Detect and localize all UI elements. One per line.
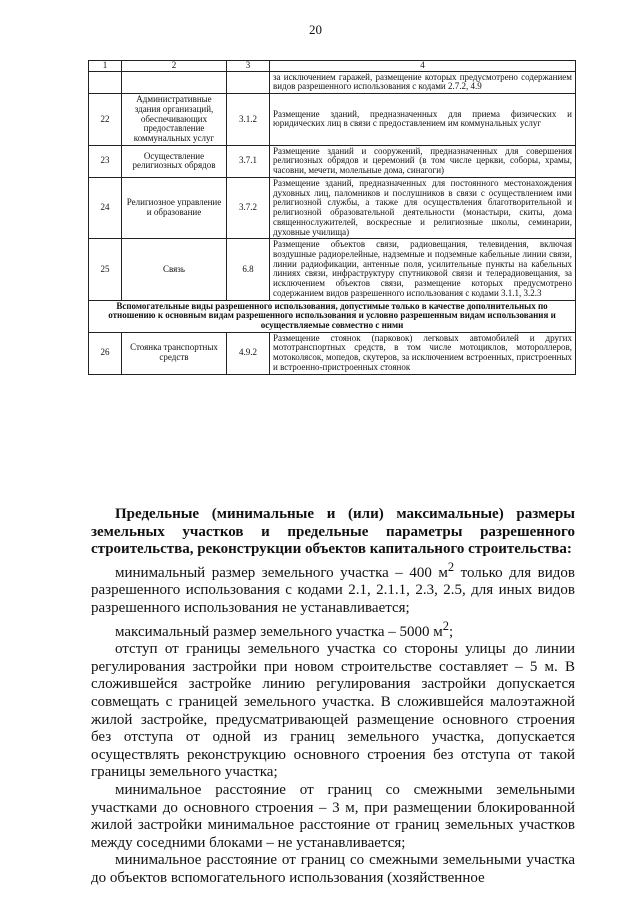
- paragraph-min-size: [91, 559, 575, 618]
- section-heading: Предельные (минимальные и (или) максимальные) размеры земельных участков и предельные параметры разрешенного строительства, реконструкции объектов капитального строительства:: [91, 506, 575, 558]
- paragraph-max-size-rest: ;: [449, 623, 454, 640]
- superscript: 2: [442, 618, 450, 633]
- use-type-code: [227, 71, 270, 93]
- table-row: [89, 94, 576, 146]
- table-header-row: [89, 61, 576, 72]
- paragraph-min-size-rest: только для видов разрешенного использования с кодами 2.1, 2.1.1, 2.3, 2.5, для иных видов разрешенного использования не устанавливается;: [91, 564, 575, 616]
- row-number: 22: [89, 94, 122, 146]
- aux-heading-row: [89, 300, 576, 332]
- paragraph-min-size-text: минимальный размер земельного участка – 400 м: [115, 564, 448, 581]
- use-type-name: Религиозное управление и образование: [122, 177, 227, 238]
- use-type-code: 6.8: [227, 239, 270, 300]
- header-cell-3: 3: [227, 61, 270, 72]
- land-use-table: [88, 60, 576, 375]
- use-type-code: 3.7.2: [227, 177, 270, 238]
- use-type-name: Стоянка транспортных средств: [122, 332, 227, 374]
- use-type-code: 3.1.2: [227, 94, 270, 146]
- use-type-name: [122, 71, 227, 93]
- header-cell-2: 2: [122, 61, 227, 72]
- use-type-name: Осуществление религиозных обрядов: [122, 145, 227, 177]
- row-number: [89, 71, 122, 93]
- superscript: 2: [447, 559, 455, 574]
- header-cell-4: 4: [270, 61, 576, 72]
- page-number: 20: [309, 22, 322, 37]
- use-type-description: Размещение зданий, предназначенных для постоянного местонахождения духовных лиц, паломников и послушников в связи с осуществлением ими религиозной службы, а также для осуществления благотворительной и религиозной образовательной деятельности (монастыри, скиты, дома священнослужителей, воскресные и религиозные школы, семинарии, духовные училища): [270, 177, 576, 238]
- use-type-description: за исключением гаражей, размещение которых предусмотрено содержанием видов разрешенного использования с кодами 2.7.2, 4.9: [270, 71, 576, 93]
- header-cell-1: 1: [89, 61, 122, 72]
- paragraph-main-building-distance: минимальное расстояние от границ со смежными земельными участками до основного строения – 3 м, при размещении блокированной жилой застройки минимальное расстояние от границ земельных участков между соседними блоками – не устанавливается;: [91, 781, 575, 851]
- paragraph-max-size: [91, 618, 575, 642]
- table-row: [89, 145, 576, 177]
- use-type-description: Размещение зданий и сооружений, предназначенных для совершения религиозных обрядов и церемоний (в том числе церкви, соборы, храмы, часовни, мечети, молельные дома, синагоги): [270, 145, 576, 177]
- table-row: [89, 332, 576, 374]
- use-type-description: Размещение зданий, предназначенных для приема физических и юридических лиц в связи с предоставлением им коммунальных услуг: [270, 94, 576, 146]
- aux-section-heading: Вспомогательные виды разрешенного использования, допустимые только в качестве дополнительных по отношению к основным видам разрешенного использования и условно разрешенным видам использования и осуществляемые совместно с ними: [89, 300, 576, 332]
- table-row: [89, 71, 576, 93]
- row-number: 26: [89, 332, 122, 374]
- table-row: [89, 177, 576, 238]
- row-number: 24: [89, 177, 122, 238]
- paragraph-max-size-text: максимальный размер земельного участка – 5000 м: [115, 623, 443, 640]
- use-type-code: 4.9.2: [227, 332, 270, 374]
- row-number: 23: [89, 145, 122, 177]
- use-type-description: Размещение стоянок (парковок) легковых автомобилей и других мототранспортных средств, в том числе мотоциклов, мотороллеров, мотоколясок, мопедов, скутеров, за исключением встроенных, пристроенных и встроенно-пристроенных стоянок: [270, 332, 576, 374]
- use-type-description: Размещение объектов связи, радиовещания, телевидения, включая воздушные радиорелейные, надземные и подземные кабельные линии связи, линии радиофикации, антенные поля, усилительные пункты на кабельных линиях связи, инфраструктуру спутниковой связи и телерадиовещания, за исключением объектов связи, размещение которых предусмотрено содержанием видов разрешенного использования с кодами 3.1.1, 3.2.3: [270, 239, 576, 300]
- use-type-name: Связь: [122, 239, 227, 300]
- use-type-name: Административные здания организаций, обеспечивающих предоставление коммунальных услуг: [122, 94, 227, 146]
- use-type-code: 3.7.1: [227, 145, 270, 177]
- row-number: 25: [89, 239, 122, 300]
- table-row: [89, 239, 576, 300]
- body-text: [91, 506, 575, 887]
- paragraph-street-setback: отступ от границы земельного участка со стороны улицы до линии регулирования застройки при новом строительстве составляет – 5 м. В сложившейся застройке линию регулирования застройки допускается совмещать с границей земельного участка. В сложившейся малоэтажной жилой застройке, предусматривающей размещение основного строения без отступа от одной из границ земельного участка, допускается осуществлять реконструкцию основного строения без отступа от такой границы земельного участка;: [91, 641, 575, 781]
- paragraph-auxiliary-distance: минимальное расстояние от границ со смежными земельными участка до объектов вспомогательного использования (хозяйственное: [91, 852, 575, 886]
